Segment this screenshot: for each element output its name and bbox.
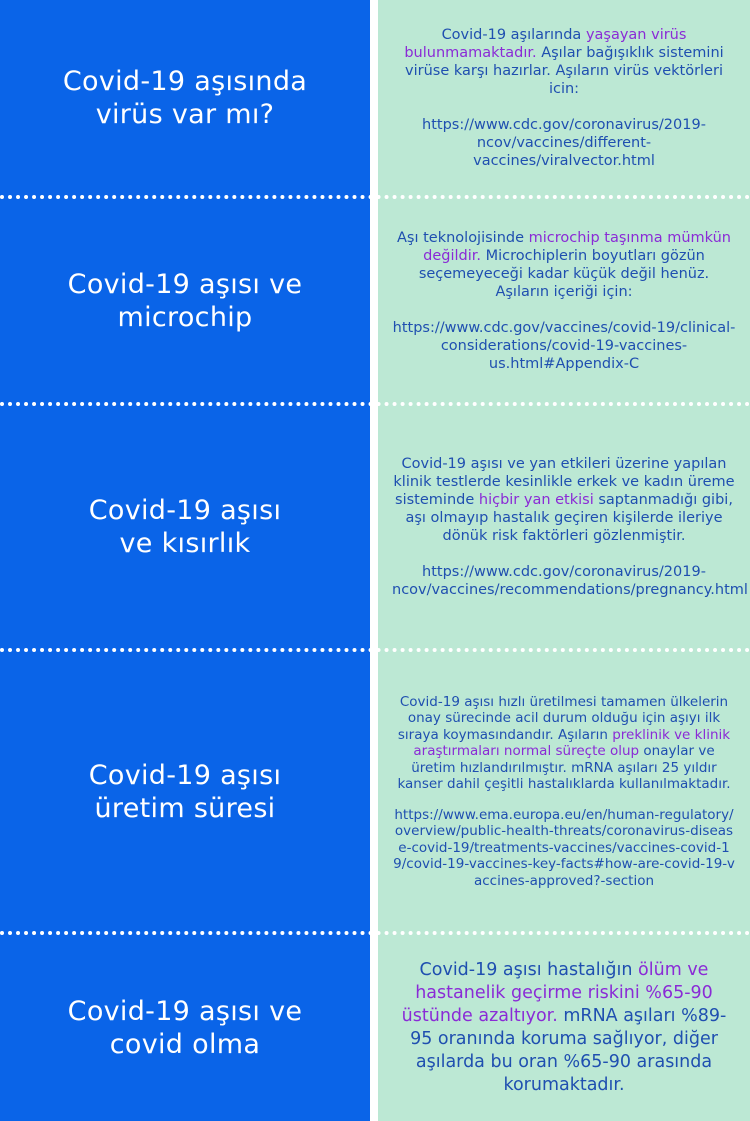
answer-production bbox=[378, 652, 750, 931]
question-microchip bbox=[0, 199, 370, 402]
answer-highlight: preklinik ve klinik araştırmaları normal süreçte olup bbox=[413, 726, 731, 760]
answer-part: Aşı teknolojisinde bbox=[396, 229, 529, 246]
question-line: ve kısırlık bbox=[119, 528, 251, 559]
answer-highlight: hiçbir yan etkisi bbox=[478, 492, 594, 508]
question-production bbox=[0, 652, 370, 931]
answer-part: Covid-19 aşısı ve yan etkileri üzerine yapılan klinik testlerde kesinlikle erkek ve kadın üreme sisteminde bbox=[393, 456, 735, 508]
question-line: Covid-19 aşısı ve bbox=[67, 268, 303, 300]
answer-highlight: microchip taşınma mümkün değildir. bbox=[423, 229, 732, 264]
question-line: covid olma bbox=[109, 1029, 261, 1060]
question-line: Covid-19 aşısı bbox=[88, 495, 282, 526]
faq-row-covid-infection bbox=[0, 935, 750, 1121]
answer-text bbox=[392, 229, 736, 301]
answer-part: Covid-19 aşılarında bbox=[441, 26, 586, 43]
answer-text bbox=[392, 694, 736, 793]
source-link[interactable]: https://www.cdc.gov/coronavirus/2019-ncov/vaccines/different-vaccines/viralvector.html bbox=[422, 116, 706, 169]
answer-part: Covid-19 aşısı hızlı üretilmesi tamamen ülkelerin onay sürecinde acil durum olduğu için aşıyı ilk sıraya koymasındandır. Aşıların bbox=[397, 693, 729, 743]
faq-row-production bbox=[0, 652, 750, 931]
question-virus bbox=[0, 0, 370, 195]
faq-row-virus bbox=[0, 0, 750, 195]
question-line: microchip bbox=[117, 301, 253, 333]
answer-virus bbox=[378, 0, 750, 195]
answer-part: onaylar ve üretim hızlandırılmıştır. mRNA aşıları 25 yıldır kanser dahil çeşitli hastalıklarda kullanılmaktadır. bbox=[397, 743, 731, 793]
question-line: üretim süresi bbox=[94, 792, 276, 824]
answer-part: Aşılar bağışıklık sistemini virüse karşı hazırlar. Aşıların virüs vektörleri icin: bbox=[405, 44, 724, 97]
question-infertility bbox=[0, 406, 370, 648]
faq-row-infertility bbox=[0, 406, 750, 648]
answer-infertility bbox=[378, 406, 750, 648]
answer-text bbox=[392, 455, 736, 545]
question-line: Covid-19 aşısı ve bbox=[67, 996, 303, 1027]
answer-text bbox=[392, 26, 736, 98]
faq-row-microchip bbox=[0, 199, 750, 402]
answer-highlight: ölüm ve hastanelik geçirme riskini %65-90 üstünde azaltıyor. bbox=[401, 960, 713, 1026]
answer-part: saptanmadığı gibi, aşı olmayıp hastalık geçiren kişilerde ileriye dönük risk faktörleri gözlenmiştir. bbox=[405, 492, 733, 544]
answer-highlight: yaşayan virüs bulunmamaktadır. bbox=[404, 26, 687, 61]
source-link[interactable]: https://www.cdc.gov/coronavirus/2019-ncov/vaccines/recommendations/pregnancy.html bbox=[392, 564, 748, 598]
question-covid-infection bbox=[0, 935, 370, 1121]
answer-microchip bbox=[378, 199, 750, 402]
answer-text bbox=[392, 959, 736, 1097]
question-line: virüs var mı? bbox=[95, 98, 275, 130]
source-link[interactable]: https://www.ema.europa.eu/en/human-regulatory/overview/public-health-threats/coronavirus-disease-covid-19/treatments-vaccines/vaccines-covid-19/covid-19-vaccines-key-facts#how-are-covid-19-vaccines-approved?-section bbox=[393, 806, 735, 889]
answer-covid-infection bbox=[378, 935, 750, 1121]
question-line: Covid-19 aşısında bbox=[62, 65, 308, 97]
answer-part: Covid-19 aşısı hastalığın bbox=[419, 960, 639, 980]
answer-part: Microchiplerin boyutları gözün seçemeyeceği kadar küçük değil henüz. Aşıların içeriği için: bbox=[418, 247, 710, 300]
source-link[interactable]: https://www.cdc.gov/vaccines/covid-19/clinical-considerations/covid-19-vaccines-us.html#Appendix-C bbox=[392, 319, 736, 372]
question-line: Covid-19 aşısı bbox=[88, 759, 282, 791]
answer-part: mRNA aşıları %89-95 oranında koruma sağlıyor, diğer aşılarda bu oran %65-90 arasında korumaktadır. bbox=[410, 1006, 727, 1095]
